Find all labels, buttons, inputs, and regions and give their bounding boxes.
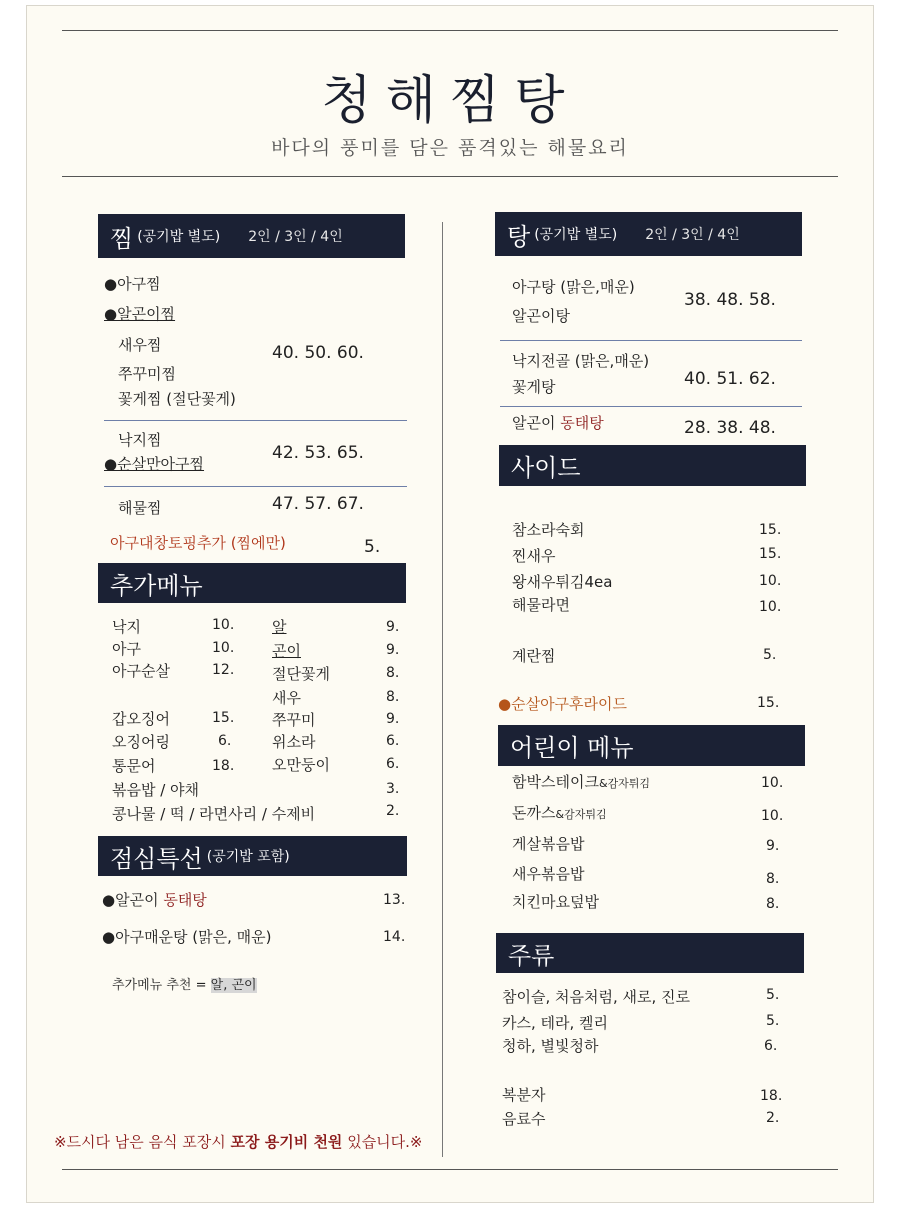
menu-price: 15.	[759, 546, 782, 562]
serving-sizes: 2인 / 3인 / 4인	[248, 229, 343, 245]
menu-item: 청하, 별빛청하	[502, 1037, 599, 1055]
menu-item: 오징어링	[112, 733, 170, 751]
menu-price: 10.	[212, 617, 235, 633]
menu-item: 아구	[112, 640, 141, 658]
topping-price: 5.	[364, 537, 381, 557]
price-group: 28. 38. 48.	[684, 418, 776, 438]
menu-item: 참소라숙회	[512, 521, 585, 539]
section-title: 찜	[110, 224, 134, 253]
price-group: 38. 48. 58.	[684, 290, 776, 310]
menu-price: 2.	[766, 1110, 780, 1126]
menu-item: 아구탕 (맑은,매운)	[512, 278, 635, 296]
price-group: 40. 51. 62.	[684, 369, 776, 389]
section-title: 추가메뉴	[110, 571, 203, 600]
menu-price: 9.	[386, 711, 400, 727]
menu-item: 쭈꾸미	[272, 711, 316, 729]
menu-price: 5.	[766, 1013, 780, 1029]
menu-item: 낙지	[112, 618, 141, 636]
separator	[500, 340, 802, 341]
menu-price: 6.	[386, 733, 400, 749]
menu-item: 콩나물 / 떡 / 라면사리 / 수제비	[112, 805, 316, 823]
menu-price: 12.	[212, 662, 235, 678]
menu-price: 10.	[212, 640, 235, 656]
menu-item: 위소라	[272, 733, 316, 751]
menu-price: 8.	[766, 896, 780, 912]
bottom-rule	[62, 1169, 838, 1170]
menu-price: 9.	[386, 619, 400, 635]
menu-price: 18.	[212, 758, 235, 774]
menu-item: 곤이	[272, 642, 301, 660]
column-divider	[442, 222, 443, 1157]
menu-item: 꽃게탕	[512, 378, 556, 396]
menu-item: 돈까스&감자튀김	[512, 804, 607, 822]
menu-item: 복분자	[502, 1086, 546, 1104]
menu-item: 음료수	[502, 1110, 546, 1128]
menu-item: 꽃게찜 (절단꽃게)	[118, 390, 236, 408]
menu-item: ●아구찜	[104, 275, 161, 293]
section-header-side	[499, 445, 806, 486]
price-group: 42. 53. 65.	[272, 443, 364, 463]
menu-item: 쭈꾸미찜	[118, 365, 176, 383]
recommend-value: 알, 곤이	[210, 978, 257, 993]
menu-price: 8.	[386, 665, 400, 681]
menu-item: 해물찜	[118, 499, 162, 517]
menu-price: 15.	[757, 695, 780, 711]
section-header-jjim	[98, 214, 405, 258]
separator	[104, 486, 407, 487]
section-note: (공기밥 별도)	[137, 229, 221, 245]
menu-item: 알곤이 동태탕	[512, 414, 604, 432]
menu-item: 왕새우튀김4ea	[512, 573, 613, 591]
highlight-text: 동태탕	[560, 414, 604, 432]
menu-item: 새우	[272, 689, 301, 707]
menu-item: 새우볶음밥	[512, 865, 585, 883]
menu-price: 8.	[766, 871, 780, 887]
section-note: (공기밥 별도)	[534, 227, 618, 243]
menu-price: 18.	[760, 1088, 783, 1104]
separator	[104, 420, 407, 421]
menu-price: 15.	[212, 710, 235, 726]
section-title: 탕	[507, 222, 531, 251]
price-group: 40. 50. 60.	[272, 343, 364, 363]
menu-price: 2.	[386, 803, 400, 819]
section-header-extra	[98, 563, 406, 603]
section-title: 어린이 메뉴	[510, 734, 634, 762]
header-rule	[62, 176, 838, 177]
menu-item: 알곤이탕	[512, 307, 570, 325]
takeout-notice: ※드시다 남은 음식 포장시 포장 용기비 천원 있습니다.※	[54, 1133, 423, 1151]
menu-price: 5.	[763, 647, 777, 663]
menu-item: 낙지전골 (맑은,매운)	[512, 352, 650, 370]
notice-highlight: 포장 용기비 천원	[230, 1133, 343, 1151]
section-title: 사이드	[511, 454, 581, 482]
separator	[500, 406, 802, 407]
menu-price: 10.	[759, 573, 782, 589]
menu-item: 참이슬, 처음처럼, 새로, 진로	[502, 988, 690, 1006]
menu-item: 카스, 테라, 켈리	[502, 1014, 609, 1032]
menu-price: 10.	[761, 775, 784, 791]
menu-price: 5.	[766, 987, 780, 1003]
lunch-item: ●아구매운탕 (맑은, 매운)	[102, 928, 272, 946]
serving-sizes: 2인 / 3인 / 4인	[645, 227, 740, 243]
menu-price: 6.	[386, 756, 400, 772]
section-header-lunch	[98, 836, 407, 876]
section-header-tang	[495, 212, 802, 256]
menu-price: 13.	[383, 892, 406, 908]
menu-page	[26, 5, 874, 1203]
menu-price: 14.	[383, 929, 406, 945]
menu-item: 아구순살	[112, 662, 170, 680]
menu-item: 치킨마요덮밥	[512, 893, 599, 911]
special-item: ●순살아구후라이드	[498, 695, 628, 713]
lunch-item: ●알곤이 동태탕	[102, 891, 207, 909]
menu-price: 9.	[386, 642, 400, 658]
section-title: 점심특선	[110, 844, 203, 873]
menu-price: 10.	[761, 808, 784, 824]
menu-price: 10.	[759, 599, 782, 615]
menu-item: 게살볶음밥	[512, 835, 585, 853]
menu-item: 새우찜	[118, 336, 162, 354]
menu-item: ●순살만아구찜	[104, 455, 205, 473]
menu-item: ●알곤이찜	[104, 305, 176, 323]
topping-label: 아구대창토핑추가 (찜에만)	[110, 534, 286, 552]
price-group: 47. 57. 67.	[272, 494, 364, 514]
recommend-note: 추가메뉴 추천 = 알, 곤이	[112, 978, 257, 993]
menu-item: 해물라면	[512, 596, 570, 614]
section-note: (공기밥 포함)	[206, 849, 290, 865]
menu-item: 갑오징어	[112, 710, 170, 728]
menu-item: 계란찜	[512, 647, 556, 665]
top-rule	[62, 30, 838, 31]
menu-price: 3.	[386, 781, 400, 797]
menu-price: 6.	[218, 733, 232, 749]
restaurant-subtitle: 바다의 풍미를 담은 품격있는 해물요리	[271, 137, 629, 159]
menu-item: 볶음밥 / 야채	[112, 781, 200, 799]
section-header-kids	[498, 725, 805, 766]
menu-item: 찐새우	[512, 547, 556, 565]
restaurant-title: 청해찜탕	[321, 71, 579, 131]
section-header-drinks	[496, 933, 804, 973]
menu-item: 낙지찜	[118, 431, 162, 449]
menu-price: 8.	[386, 689, 400, 705]
highlight-text: 동태탕	[163, 891, 207, 909]
menu-item: 절단꽃게	[272, 665, 330, 683]
menu-item: 오만둥이	[272, 756, 330, 774]
menu-item: 함박스테이크&감자튀김	[512, 773, 651, 791]
menu-item: 알	[272, 618, 287, 636]
menu-price: 6.	[764, 1038, 778, 1054]
menu-price: 9.	[766, 838, 780, 854]
menu-item: 통문어	[112, 757, 156, 775]
section-title: 주류	[508, 941, 555, 970]
menu-price: 15.	[759, 522, 782, 538]
